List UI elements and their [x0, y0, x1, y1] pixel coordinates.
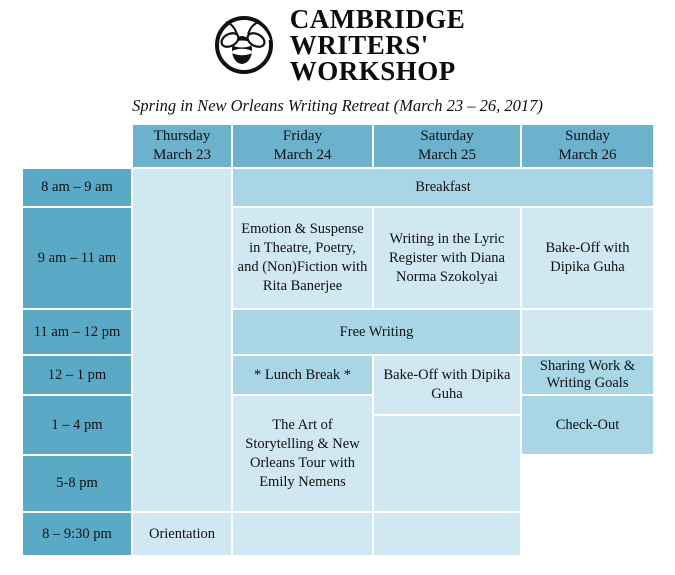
- header-day-thursday: Thursday: [153, 128, 211, 144]
- time-label-1-4pm: 1 – 4 pm: [22, 395, 132, 455]
- saturday-morning-session: Writing in the Lyric Register with Diana Norma Szokolyai: [373, 207, 521, 309]
- sunday-sharing-work: Sharing Work & Writing Goals: [521, 355, 654, 395]
- sunday-morning-session: Bake-Off with Dipika Guha: [521, 207, 654, 309]
- logo-header: [0, 0, 675, 84]
- time-label-5-8pm: 5-8 pm: [22, 455, 132, 512]
- thursday-orientation: Orientation: [132, 512, 232, 556]
- column-header-sunday: [521, 124, 654, 168]
- friday-lunch-break: * Lunch Break *: [232, 355, 373, 395]
- header-date-thursday: March 23: [153, 147, 211, 163]
- friday-evening-blank: [232, 512, 373, 556]
- free-writing-row: Free Writing: [232, 309, 521, 355]
- time-label-9-11am: 9 am – 11 am: [22, 207, 132, 309]
- bee-circle-logo-icon: [210, 14, 282, 76]
- header-day-sunday: Sunday: [565, 128, 610, 144]
- breakfast-row: Breakfast: [232, 168, 654, 207]
- logo-line-3: WORKSHOP: [289, 56, 456, 86]
- table-corner-cell: [22, 124, 132, 168]
- header-day-friday: Friday: [282, 128, 323, 144]
- header-date-sunday: March 26: [558, 147, 617, 163]
- schedule-table: [22, 124, 654, 556]
- time-label-8-930pm: 8 – 9:30 pm: [22, 512, 132, 556]
- friday-afternoon-session: The Art of Storytelling & New Orleans Tour with Emily Nemens: [232, 395, 373, 512]
- saturday-afternoon-blank: [373, 415, 521, 512]
- header-date-friday: March 24: [273, 147, 332, 163]
- column-header-thursday: [132, 124, 232, 168]
- saturday-bake-off: Bake-Off with Dipika Guha: [373, 355, 521, 415]
- sunday-free-writing-blank: [521, 309, 654, 355]
- sunday-check-out: Check-Out: [521, 395, 654, 455]
- time-label-8-9am: 8 am – 9 am: [22, 168, 132, 207]
- sunday-evening-blank: [521, 455, 654, 556]
- logo-line-2: WRITERS': [289, 30, 429, 60]
- column-header-friday: [232, 124, 373, 168]
- header-day-saturday: Saturday: [420, 128, 474, 144]
- time-label-12-1pm: 12 – 1 pm: [22, 355, 132, 395]
- logo-line-1: CAMBRIDGE: [289, 4, 466, 34]
- time-label-11-12: 11 am – 12 pm: [22, 309, 132, 355]
- friday-morning-session: Emotion & Suspense in Theatre, Poetry, and (Non)Fiction with Rita Banerjee: [232, 207, 373, 309]
- thursday-open-block: [132, 168, 232, 512]
- logo-wordmark: [290, 6, 466, 84]
- retreat-subtitle: Spring in New Orleans Writing Retreat (March 23 – 26, 2017): [132, 96, 543, 115]
- header-date-saturday: March 25: [418, 147, 476, 163]
- saturday-evening-blank: [373, 512, 521, 556]
- column-header-saturday: [373, 124, 521, 168]
